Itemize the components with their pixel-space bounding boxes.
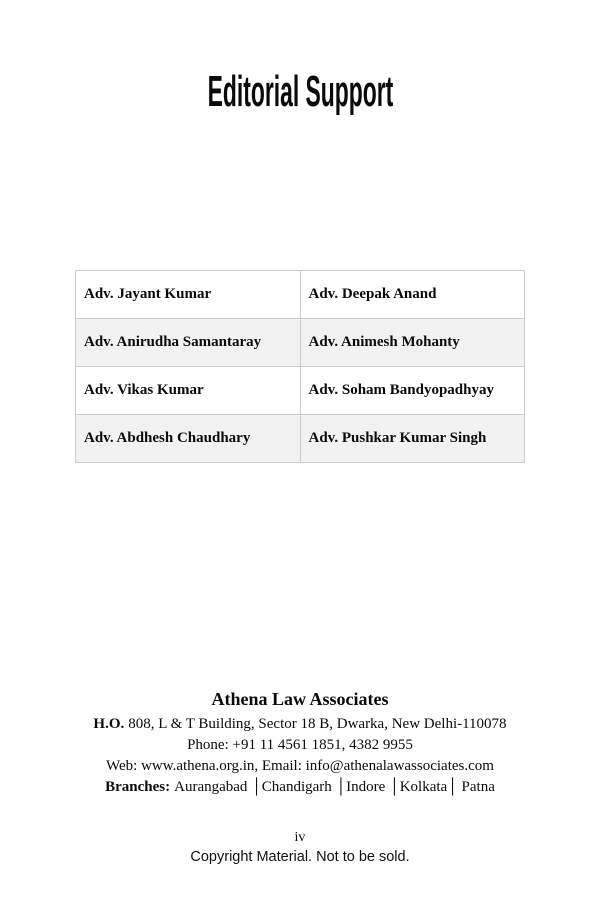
- roster-cell: Adv. Anirudha Samantaray: [76, 319, 301, 367]
- roster-cell: Adv. Deepak Anand: [300, 271, 525, 319]
- roster-cell: Adv. Soham Bandyopadhyay: [300, 367, 525, 415]
- roster-cell: Adv. Abdhesh Chaudhary: [76, 415, 301, 463]
- firm-name: Athena Law Associates: [211, 689, 389, 709]
- page-title: Editorial Support: [207, 67, 393, 116]
- ho-address: 808, L & T Building, Sector 18 B, Dwarka, New Delhi-110078: [128, 716, 507, 732]
- copyright-notice: Copyright Material. Not to be sold.: [190, 849, 410, 865]
- firm-branches-line: [0, 777, 600, 798]
- roster-cell: Adv. Jayant Kumar: [76, 271, 301, 319]
- ho-label: H.O.: [93, 716, 125, 732]
- table-row: [76, 367, 525, 415]
- page-number: iv: [294, 830, 306, 845]
- editorial-support-table: [75, 270, 525, 463]
- title-container: [0, 67, 600, 116]
- firm-web-email-line: Web: www.athena.org.in, Email: info@athenalawassociates.com: [106, 758, 494, 774]
- firm-address-line: [0, 714, 600, 735]
- roster-cell: Adv. Pushkar Kumar Singh: [300, 415, 525, 463]
- table-row: [76, 271, 525, 319]
- firm-phone-line: Phone: +91 11 4561 1851, 4382 9955: [187, 737, 413, 753]
- roster-cell: Adv. Vikas Kumar: [76, 367, 301, 415]
- roster-cell: Adv. Animesh Mohanty: [300, 319, 525, 367]
- table-row: [76, 415, 525, 463]
- branches-list: Aurangabad │Chandigarh │Indore │Kolkata│ Patna: [174, 779, 495, 795]
- firm-footer: [0, 688, 600, 798]
- table-row: [76, 319, 525, 367]
- branches-label: Branches:: [105, 779, 171, 795]
